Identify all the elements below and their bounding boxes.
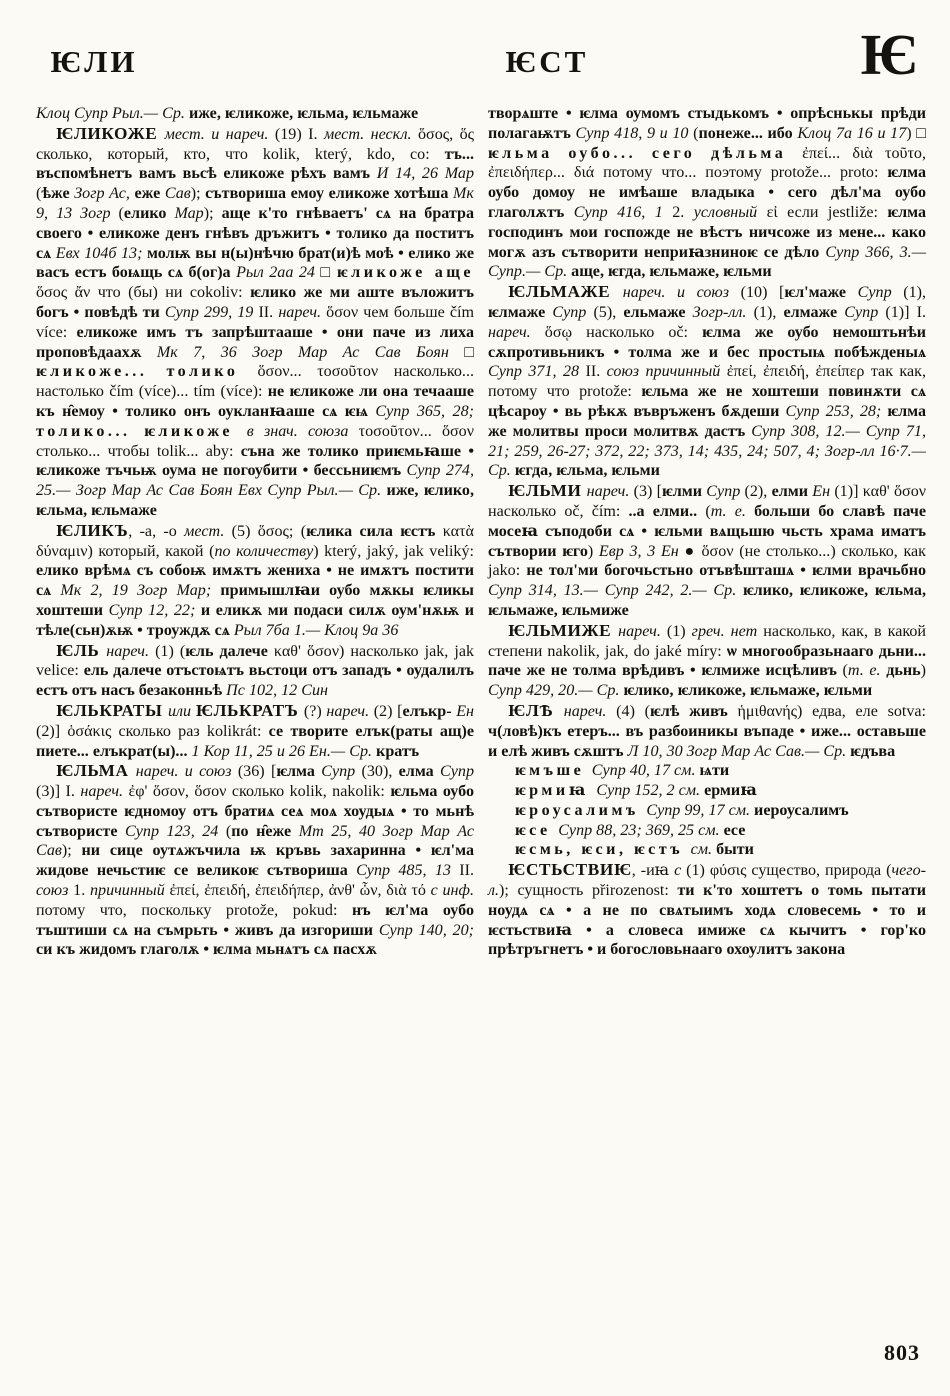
text-run: □ [320, 264, 337, 282]
text-run: (5) ὅσος; ( [231, 522, 307, 540]
text-run: ( [225, 822, 232, 840]
text-run: (5), [593, 303, 624, 321]
entry-jelmi [488, 481, 926, 621]
text-run: с инф. [430, 882, 474, 900]
text-run: ч(ловѣ)къ етеръ... въ разбоиникы въпаде • иже... оставьше и елѣ живъ сѫштъ [488, 722, 926, 760]
xref-jesm [488, 840, 926, 860]
text-run: (1)] καθ' ὅσον насколько oč, čím: [488, 483, 927, 520]
entry-jeststvije [488, 860, 926, 960]
page-number: 803 [884, 1340, 920, 1365]
text-run: Клоц 7а 16 и 17 [797, 124, 907, 142]
text-run: Евх 104б 13; [55, 244, 147, 262]
xref-jese [488, 821, 926, 841]
text-run: (1), [903, 284, 927, 302]
headword: ѤЛИКЪ [56, 520, 129, 540]
text-run: больши бо славѣ паче мосеꙗ съподоби сѧ • ѥльми вѧщьшю чьсть храма иматъ сътвории ѥго [488, 502, 926, 560]
text-run: ( [693, 124, 699, 142]
text-run: , -иꙗ [631, 862, 675, 880]
text-run: καθ' ὅσον) насколько jak, jak velice: [36, 642, 475, 680]
text-run: □ [464, 343, 474, 361]
text-run: ὅσος ἄν что (бы) ни cokoliv: [36, 284, 251, 302]
text-run: ѥлика сила ѥстъ [306, 522, 443, 540]
text-run: ὅσον... τοσοῦτον насколько... настолько čím (více)... tím (více): [36, 363, 475, 401]
text-run: союз причинный [606, 363, 727, 381]
text-run: нареч. [106, 642, 156, 660]
text-run: Супр 40, 17 см. [591, 762, 700, 780]
text-run: еже [134, 185, 165, 203]
headword: ѤЛЬМА [56, 761, 136, 781]
text-run: И 14, 26 Мар [376, 165, 474, 183]
text-run: нареч. [618, 622, 667, 640]
text-run: ѡ многообразьнааго дьни... паче же не толма врѣдивъ • ѥлмиже исцѣливъ [488, 642, 926, 680]
text-run: 2. [672, 203, 694, 221]
text-run: Супр 12, 22; [108, 601, 201, 619]
text-run: ); [61, 842, 82, 860]
text-run: (10) [ [740, 284, 785, 302]
text-run: в знач. союза [246, 422, 359, 440]
text-run: Мк 9, 13 Зогр [36, 185, 474, 222]
entry-jelmazhe [488, 282, 926, 481]
text-run: Супр 418, 9 и 10 [575, 124, 694, 142]
text-run: Л 10, 30 Зогр Мар Ас Сав.— Ср. [627, 742, 851, 760]
text-run: ѥлѣ живъ [650, 702, 738, 720]
text-run: ) [920, 662, 926, 680]
text-run: (2)] ὁσάκις сколько раз kolikrát: [36, 722, 269, 740]
text-run: толико... ѥликоже [36, 422, 247, 440]
xref-jemshe [488, 761, 926, 781]
text-run: ѥль далече [185, 642, 274, 660]
entry-jelkraty [36, 701, 474, 761]
text-run: или [167, 702, 196, 720]
text-run: ) [587, 542, 599, 560]
text-run: аще, ѥгда, ѥльмаже, ѥльми [571, 263, 772, 281]
text-run: нареч. [563, 702, 617, 720]
text-run: ..а елми.. [628, 502, 706, 520]
text-run: Супр 274, 25.— Зогр Мар Ас Сав Боян Евх Супр Рыл.— Ср. [36, 462, 474, 500]
text-run: ● ὅσον (не столько...) сколько, как jako: [488, 542, 927, 580]
text-run: нареч. и союз [135, 763, 238, 781]
text-run: ( [705, 502, 711, 520]
text-run: Мар [174, 204, 204, 222]
text-run: ѥльма же не хоштеши повинѫти сѧ цѣсароу • вь рѣкѫ въвръженъ бѫдеши [488, 383, 926, 420]
headword: ѤЛЬ [56, 640, 107, 660]
text-run: нареч. и союз [622, 284, 741, 302]
text-run: Мт 25, 40 Зогр Мар Ас Сав [36, 822, 475, 860]
text-run: ); [203, 204, 222, 222]
text-run: дьнь [886, 662, 921, 680]
text-run: (1)] I. [885, 303, 927, 321]
text-run: нареч. [586, 483, 634, 501]
text-run: ); сущность přirozenost: [499, 882, 678, 900]
text-run: союз [36, 882, 74, 900]
text-run: ѥликоже... толико [36, 363, 258, 381]
text-run: творѧште • ѥлма оумомъ стыдькомъ • опрѣснькы прѣди полагаѭтъ [488, 105, 926, 142]
entry-jelmizhe [488, 621, 926, 701]
text-run: иероусалимъ [754, 801, 849, 819]
text-run: ельмаже [623, 303, 693, 321]
text-columns [36, 104, 926, 960]
text-run: потому что, поскольку protože, pokud: [36, 901, 353, 919]
headword: ѤЛЬКРАТЫ [56, 700, 168, 720]
text-run: ѥлма [276, 763, 322, 781]
text-run: чего-л. [488, 862, 926, 900]
text-run: ѥлма оубо домоу не имѣаше владыка • сего дѣл'ма оубо глаголѫтъ [488, 164, 926, 221]
entry-jelma [36, 761, 474, 960]
text-run: Супр 123, 24 [125, 822, 226, 840]
text-run: ὅσον чем больше čím více: [36, 303, 474, 341]
text-run: Супр 140, 20; [378, 921, 475, 939]
text-run: см. [690, 841, 717, 859]
text-run: ἐπεί, ἐπειδή, ἐπείπερ так как, потому что protože: [488, 363, 926, 401]
text-run: Супр [857, 284, 904, 302]
text-run: II. [459, 862, 474, 880]
text-run: Мк 7, 36 Зогр Мар Ас Сав Боян [156, 343, 465, 361]
text-run: Супр 152, 2 см. [596, 782, 705, 800]
text-run: ἐπεί... διὰ τοῦτο, ἐπειδήπερ... διά потому что... поэтому protože... proto: [488, 144, 926, 182]
text-run: (1) ( [155, 642, 186, 660]
text-run: ѥлико, ѥликоже, ѥльма, ѥльмаже, ѥльмиже [488, 582, 926, 619]
text-run: ὅσῳ насколько oč: [544, 323, 703, 341]
text-run: 1. [73, 882, 90, 900]
headword: ѤЛЬМИЖЕ [508, 620, 619, 640]
text-run: и еликѫ ми подаси силѫ оум'нѫѭ и тѣле(сьн)ѫѭ • троуждѫ сѧ [36, 601, 474, 639]
headword: ѤЛИКОЖЕ [56, 123, 165, 143]
text-run: ѥльма оубо... сего дѣльма [488, 144, 803, 162]
text-run: ( [842, 662, 848, 680]
headword: ѤСТЬСТВИѤ [508, 860, 632, 880]
text-run: понеже... ибо [698, 124, 798, 142]
text-run: Клоц Супр Рыл.— Ср. [36, 105, 189, 122]
text-run: мест. [184, 522, 232, 540]
text-run: Пс 102, 12 Син [226, 682, 329, 700]
text-run: нареч. [488, 323, 545, 341]
text-run: (3) [ [633, 483, 663, 501]
text-run: ѥликоже аще [336, 264, 474, 282]
text-run: ἡμιθανής) едва, еле sotva: [737, 702, 927, 720]
text-run: ) □ [906, 124, 926, 142]
entry-jelik [36, 521, 474, 641]
text-run: т. е. [847, 662, 887, 680]
text-run: Супр [706, 483, 745, 501]
text-run: нареч. [326, 702, 374, 720]
text-run: (36) [ [237, 763, 277, 781]
text-run: съна же толико приѥмьꙗше • ѥликоже тъчьѭ оума не погоубити • бессьниѥмъ [36, 442, 474, 480]
text-run: не ѥликоже ли она течааше къ н̑емоу • толико онъ оукланꙗаше сѧ ѥѩ [36, 383, 474, 420]
text-run: ѥл'маже [784, 284, 858, 302]
left-column [36, 104, 474, 960]
text-run: елма [398, 763, 441, 781]
entry-continuation [36, 104, 474, 124]
text-run: II. [258, 303, 279, 321]
text-run: (30), [361, 763, 399, 781]
text-run: с [674, 862, 687, 880]
text-run: се творите елък(раты ащ)е пиете... елъкрат(ы)... [36, 722, 474, 760]
text-run: ( [36, 185, 42, 203]
headword: ѤЛѢ [508, 700, 564, 720]
text-run: Ен [456, 702, 475, 720]
text-run: ѥсе [515, 821, 559, 839]
text-run: Рыл 7ба 1.— Клоц 9а 36 [233, 621, 399, 639]
text-run: Супр 485, 13 [356, 862, 460, 880]
text-run: II. [585, 363, 607, 381]
right-column [488, 104, 926, 960]
text-run: Мк 2, 19 Зогр Мар; [60, 582, 221, 600]
text-run: (2) [ [373, 702, 403, 720]
text-run: елмаже [783, 303, 845, 321]
text-run: (1) [666, 622, 692, 640]
xref-jermija [488, 781, 926, 801]
text-run: греч. нет [691, 622, 764, 640]
text-run: ѥсмь, ѥси, ѥстъ [515, 841, 691, 859]
text-run: ); [190, 185, 206, 203]
headword: ѤЛЬМАЖЕ [508, 282, 623, 302]
text-run: мест. и нареч. [164, 125, 275, 143]
text-run: Зогр Ас, [74, 185, 135, 203]
text-run: насколько, как, в какой степени nakolik, jak, do jaké míry: [488, 622, 926, 660]
text-run: Супр 253, 28; [785, 402, 888, 420]
text-run: ѥльма оубо сътвористе ѥдномоу отъ братиѧ сеѧ моѧ хоудыѧ • то мьнѣ сътвористе [36, 783, 475, 840]
text-run: нъ ѥл'ма оубо тъштиши сѧ на съмрьть • живъ да изгориши [36, 901, 474, 939]
text-run: Супр 365, 28; [375, 402, 474, 420]
text-run: елико врѣмѧ съ собоѭ имѫтъ жениха • не имѫтъ постити сѧ [36, 562, 474, 600]
text-run: Зогр-лл. [692, 303, 754, 321]
text-run: нареч. [80, 783, 129, 801]
text-run: ( [118, 204, 124, 222]
text-run: Рыл 2аа 24 [236, 264, 321, 282]
text-run: не тол'ми богочьстьно отъвѣшташѧ • ѥлми врачьбно [526, 562, 927, 580]
text-run: Супр 308, 12.— Супр 71, 21; 259, 26-27; 372, 22; 373, 14; 435, 24; 507, 4; Зогр-лл 16·7.— Ср. [488, 422, 926, 480]
text-run: быти [716, 841, 754, 859]
text-run: ѥроусалимъ [515, 801, 647, 819]
text-run: ѥлма господинъ мои госпожде не вѣстъ ничсоже из мене... како могѫ азъ сътворити неприꙗзниноѥ се дѣло [488, 203, 926, 261]
text-run: т. е. [710, 502, 755, 520]
text-run: Сав [164, 185, 191, 203]
entry-jel [36, 641, 474, 701]
text-run: иже, ѥликоже, ѥльма, ѥльмаже [188, 105, 419, 122]
text-run: ни сице оутѧжъчила ѭ кръвь захаринна • ѥл'ма жидове нечьстиѥ се великоѥ сътвориша [36, 842, 475, 880]
text-run: Супр 314, 13.— Супр 242, 2.— Ср. [488, 582, 743, 600]
text-run: ѥмъше [515, 762, 592, 780]
text-run: ѥлико, ѥликоже, ѥльмаже, ѥльми [623, 682, 873, 700]
text-run: Супр [321, 763, 362, 781]
text-run: еликоже имъ тъ запрѣштааше • они паче из лиха проповѣдаахѫ [36, 323, 474, 361]
running-head-center: ѤСТ [505, 44, 589, 79]
text-run: кратъ [376, 742, 420, 760]
text-run: примышлꙗи оубо мѫкы ѥликы хоштеши [36, 582, 474, 619]
text-run: , -а, -о [128, 522, 185, 540]
text-run: (2), [744, 483, 772, 501]
text-run: Супр 416, 1 [573, 203, 673, 221]
text-run: εἰ если jestliže: [766, 203, 888, 221]
text-run: 1 Кор 11, 25 и 26 Ен.— Ср. [191, 742, 377, 760]
text-run: елико [123, 204, 175, 222]
text-run: сътвориша емоу еликоже хотѣша [205, 185, 454, 203]
text-run: Ен [812, 483, 835, 501]
text-run: условный [693, 203, 767, 221]
text-run: аще к'то гнѣваетъ' сѧ на братра своего • еликоже денъ гнѣвъ дръжитъ • толико да поститъ сѧ [36, 204, 474, 262]
entry-jelma-continuation [488, 104, 926, 282]
text-run: иже, ѥлико, ѥльма, ѥльмаже [36, 482, 474, 519]
entry-jelikozhe [36, 124, 474, 521]
text-run: ѩти [699, 762, 730, 780]
text-run: ѥрмиꙗ [515, 782, 597, 800]
text-run: елъкр- [402, 702, 457, 720]
text-run: Супр 99, 17 см. [646, 801, 755, 819]
text-run: молѭ вы н(ы)нѣчю брат(и)ѣ моѣ • елико же васъ естъ боѩщь сѧ б(ог)а [36, 244, 474, 282]
text-run: (1) φύσις существо, природа ( [686, 862, 892, 880]
text-run: Супр [552, 303, 594, 321]
text-run: Супр 299, 19 [164, 303, 259, 321]
text-run: Супр 429, 20.— Ср. [488, 682, 624, 700]
text-run: тъ... въспомѣнетъ вамъ вьсѣ еликоже рѣхъ вамъ [36, 145, 474, 183]
text-run: ѥлма же оубо немоштьнѣи сѫпротивьникъ • толма же и бес простыѩ побѣжденыѧ [488, 323, 926, 361]
text-run: Супр 366, 3.— Супр.— Ср. [488, 243, 926, 281]
text-run: (?) [303, 702, 327, 720]
text-run: по н̑еже [231, 822, 299, 840]
running-head-left: ѤЛИ [50, 44, 138, 79]
text-run: ѥгда, ѥльма, ѥльми [514, 462, 660, 480]
text-run: ти к'то хоштетъ о томь пытати ноудѧ сѧ • а не по свѧтыимъ ходѧ словесемь • то и ѥстьствиꙗ • а словеса имиже сѧ кычитъ • гор'ко прѣтръгнетъ • и богословьнааго охоулитъ закона [488, 882, 927, 959]
text-run: ὅσος, ὅς сколько, который, кто, что kolik, který, kdo, co: [36, 125, 475, 163]
headword: ѤЛЬКРАТЪ [195, 700, 304, 720]
section-letter: Ѥ [859, 22, 918, 87]
text-run: Супр [440, 763, 475, 781]
text-run: нареч. [278, 303, 327, 321]
text-run: (3)] I. [36, 783, 81, 801]
text-run: ѥлико же ми аште въложитъ богъ • повѣдѣ ти [36, 284, 474, 321]
xref-jerusalim [488, 801, 926, 821]
text-run: κατὰ δύναμιν) который, какой ( [36, 522, 474, 560]
text-run: ἐφ' ὅσον, ὅσον сколько kolik, nakolik: [128, 783, 391, 801]
text-run: (1), [753, 303, 784, 321]
text-run: (4) ( [616, 702, 651, 720]
text-run: ель далече отъстоѩтъ вьстоци отъ западъ • оудалилъ естъ отъ насъ безаконньѣ [36, 662, 474, 700]
text-run: ермиꙗ [704, 782, 757, 800]
text-run: Супр 88, 23; 369, 25 см. [558, 821, 724, 839]
text-run: Супр 371, 28 [488, 363, 586, 381]
entry-jele [488, 701, 926, 761]
text-run: ѥдъва [850, 742, 896, 760]
text-run: (19) I. [274, 125, 324, 143]
text-run: елми [771, 483, 813, 501]
text-run: Супр [844, 303, 886, 321]
text-run: причинный [89, 882, 170, 900]
text-run: ) který, jaký, jak veliký: [313, 542, 474, 560]
text-run: мест. нескл. [323, 125, 418, 143]
text-run: си къ жидомъ глаголѫ • ѥлма мьнѧтъ сѧ пасхѫ [36, 941, 377, 959]
text-run: ѥлми [662, 483, 707, 501]
text-run: ѣже [41, 185, 75, 203]
text-run: ἐπεί, ἐπειδή, ἐπειδήπερ, ἀνθ' ὧν, διὰ τό [169, 882, 431, 900]
text-run: ѥлма же молитвы проси молитвѫ дастъ [488, 402, 926, 440]
text-run: ѥлмаже [488, 303, 553, 321]
text-run: по количеству [214, 542, 314, 560]
headword: ѤЛЬМИ [508, 481, 587, 501]
text-run: τοσοῦτον... ὅσον столько... чтобы tolik... aby: [36, 422, 475, 460]
text-run: есе [723, 821, 746, 839]
text-run: Евр 3, 3 Ен [598, 542, 685, 560]
